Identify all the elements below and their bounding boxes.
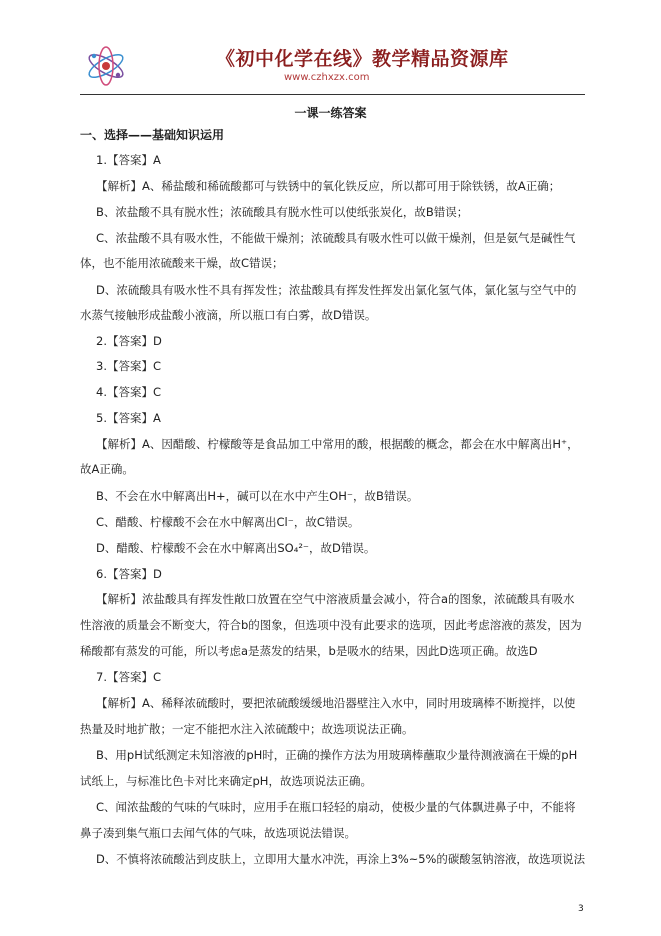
banner-url: www.czhxzx.com: [284, 72, 370, 83]
analysis-line: 稀酸都有蒸发的可能，所以考虑a是蒸发的结果，b是吸水的结果，因此D选项正确。故选D: [80, 644, 538, 658]
analysis-line: C、浓盐酸不具有吸水性，不能做干燥剂；浓硫酸具有吸水性可以做干燥剂，但是氨气是碱性气: [96, 231, 576, 245]
analysis-line: B、不会在水中解离出H+，碱可以在水中产生OH⁻，故B错误。: [96, 489, 419, 503]
analysis-line: D、不慎将浓硫酸沾到皮肤上，立即用大量水冲洗，再涂上3%~5%的碳酸氢钠溶液，故选项说法: [96, 852, 586, 866]
analysis-line: B、浓盐酸不具有脱水性；浓硫酸具有脱水性可以使纸张炭化，故B错误；: [96, 205, 469, 219]
analysis-line: 【解析】浓盐酸具有挥发性敞口放置在空气中溶液质量会减小，符合a的图象，浓硫酸具有吸水: [96, 592, 575, 606]
answer-line: 5.【答案】A: [96, 411, 161, 425]
analysis-line: 鼻子凑到集气瓶口去闻气体的气味，故选项说法错误。: [80, 826, 356, 840]
analysis-line: 故A正确。: [80, 462, 134, 476]
analysis-line: D、醋酸、柠檬酸不会在水中解离出SO₄²⁻，故D错误。: [96, 541, 376, 555]
analysis-line: B、用pH试纸测定未知溶液的pH时，正确的操作方法为用玻璃棒蘸取少量待测液滴在干燥的pH: [96, 748, 578, 762]
header-rule: [80, 94, 585, 95]
document-title: 一课一练答案: [294, 106, 367, 120]
answer-line: 7.【答案】C: [96, 670, 162, 684]
banner-title: 《初中化学在线》教学精品资源库: [216, 48, 509, 70]
analysis-line: 【解析】A、因醋酸、柠檬酸等是食品加工中常用的酸，根据酸的概念，都会在水中解离出H⁺，: [96, 437, 579, 451]
answer-line: 4.【答案】C: [96, 385, 162, 399]
atom-logo-icon: [84, 44, 128, 88]
analysis-line: 体，也不能用浓硫酸来干燥，故C错误；: [80, 256, 284, 270]
page-header: [80, 38, 585, 94]
page-number: 3: [578, 904, 584, 914]
answer-line: 2.【答案】D: [96, 334, 162, 348]
analysis-line: 试纸上，与标准比色卡对比来确定pH，故选项说法正确。: [80, 774, 372, 788]
answer-line: 6.【答案】D: [96, 567, 162, 581]
analysis-line: C、闻浓盐酸的气味的气味时，应用手在瓶口轻轻的扇动，使极少量的气体飘进鼻子中，不能将: [96, 800, 576, 814]
answer-line: 3.【答案】C: [96, 359, 162, 373]
analysis-line: 【解析】A、稀盐酸和稀硫酸都可与铁锈中的氧化铁反应，所以都可用于除铁锈，故A正确；: [96, 179, 561, 193]
analysis-line: 水蒸气接触形成盐酸小液滴，所以瓶口有白雾，故D错误。: [80, 308, 377, 322]
analysis-line: 【解析】A、稀释浓硫酸时，要把浓硫酸缓缓地沿器壁注入水中，同时用玻璃棒不断搅拌，以使: [96, 696, 576, 710]
section-heading: 一、选择——基础知识运用: [80, 128, 225, 142]
analysis-line: D、浓硫酸具有吸水性不具有挥发性；浓盐酸具有挥发性挥发出氯化氢气体，氯化氢与空气中的: [96, 283, 577, 297]
analysis-line: C、醋酸、柠檬酸不会在水中解离出Cl⁻，故C错误。: [96, 515, 360, 529]
analysis-line: 热量及时地扩散；一定不能把水注入浓硫酸中；故选项说法正确。: [80, 722, 414, 736]
answer-line: 1.【答案】A: [96, 153, 161, 167]
analysis-line: 性溶液的质量会不断变大，符合b的图象，但选项中没有此要求的选项，因此考虑溶液的蒸发，因为: [80, 618, 582, 632]
